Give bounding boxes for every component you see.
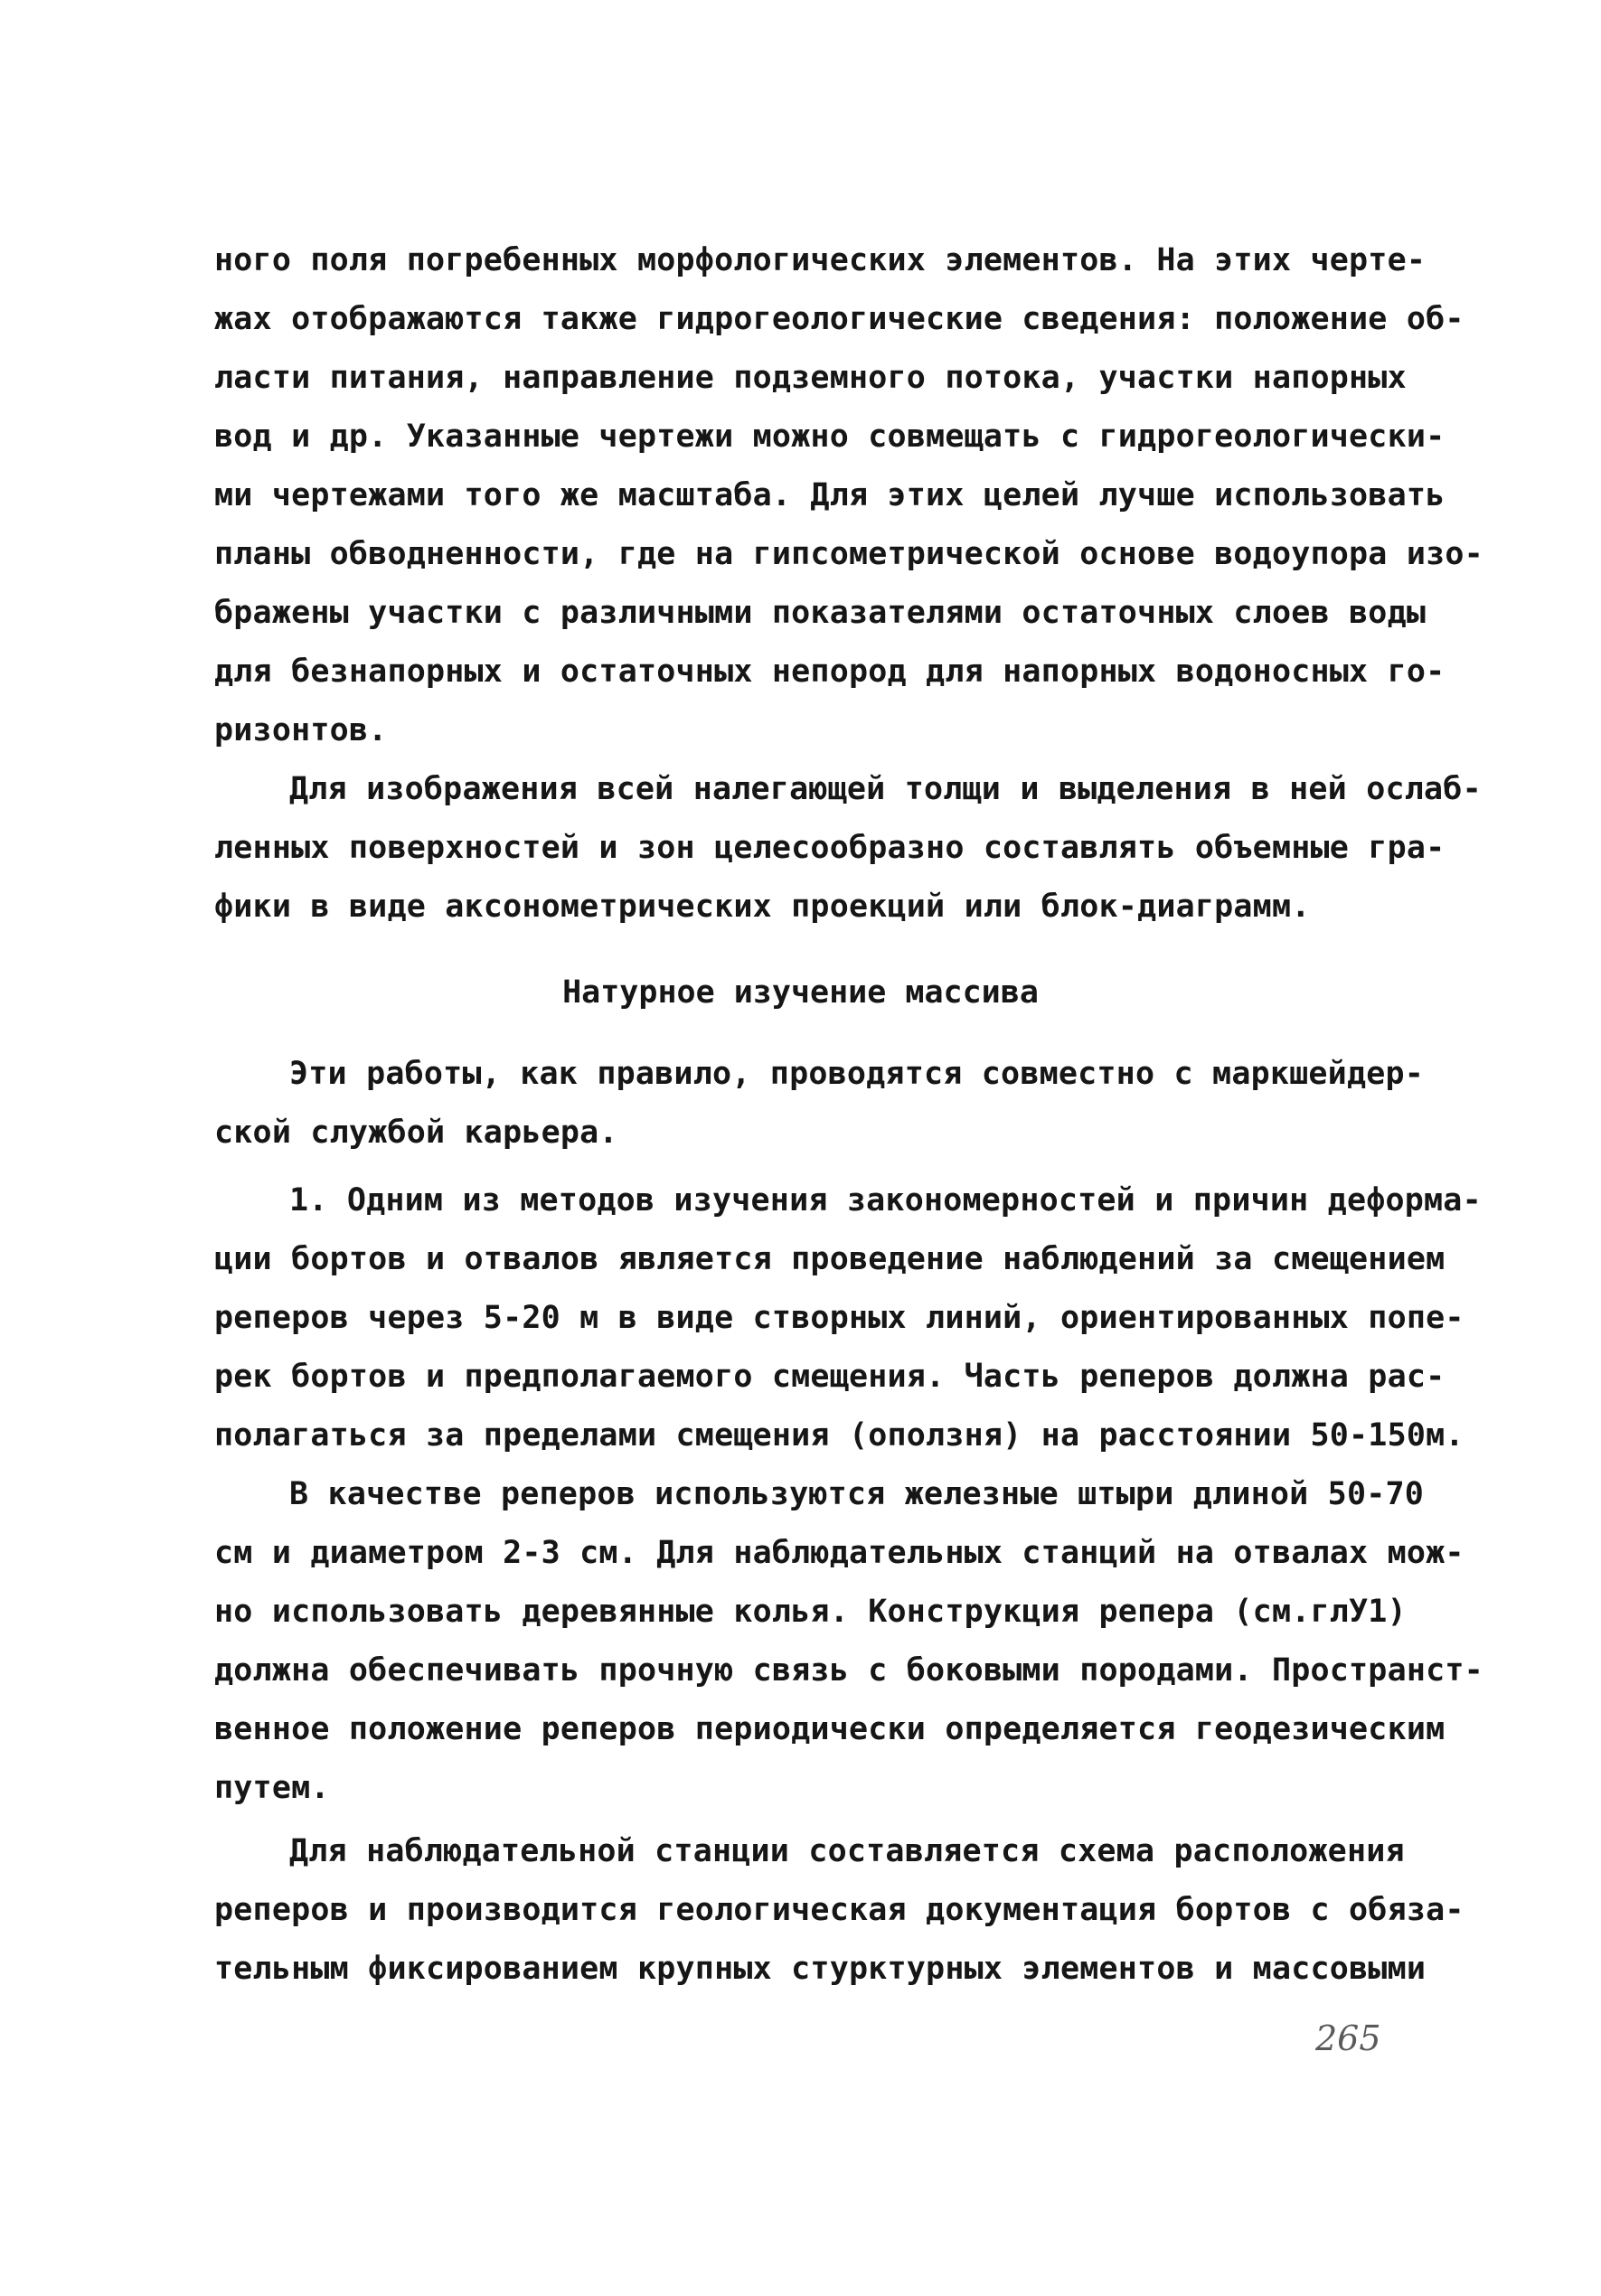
text-line: ской службой карьера. bbox=[214, 1115, 618, 1151]
text-line: ризонтов. bbox=[214, 712, 388, 748]
text-line: реперов через 5-20 м в виде створных линий, ориентированных попе- bbox=[214, 1300, 1464, 1336]
text-line: венное положение реперов периодически определяется геодезическим bbox=[214, 1711, 1446, 1747]
text-line: тельным фиксированием крупных стурктурных элементов и массовыми bbox=[214, 1951, 1427, 1987]
text-line: ции бортов и отвалов является проведение наблюдений за смещением bbox=[214, 1241, 1446, 1277]
text-line: для безнапорных и остаточных непород для напорных водоносных го- bbox=[214, 654, 1446, 690]
text-line: см и диаметром 2-3 см. Для наблюдательных станций на отвалах мож- bbox=[214, 1535, 1464, 1571]
text-line: ласти питания, направление подземного потока, участки напорных bbox=[214, 360, 1407, 396]
text-line: вод и др. Указанные чертежи можно совмещать с гидрогеологически- bbox=[214, 419, 1446, 455]
page-number: 265 bbox=[1315, 2018, 1381, 2058]
text-line: Для изображения всей налегающей толщи и выделения в ней ослаб- bbox=[289, 771, 1482, 807]
text-line: рек бортов и предполагаемого смещения. Часть реперов должна рас- bbox=[214, 1359, 1446, 1395]
text-line: фики в виде аксонометрических проекций или блок-диаграмм. bbox=[214, 889, 1311, 925]
text-line: должна обеспечивать прочную связь с боковыми породами. Пространст- bbox=[214, 1652, 1483, 1689]
text-line: реперов и производится геологическая документация бортов с обяза- bbox=[214, 1892, 1464, 1928]
text-line: Для наблюдательной станции составляется схема расположения bbox=[289, 1833, 1405, 1869]
text-line: В качестве реперов используются железные штыри длиной 50-70 bbox=[289, 1476, 1425, 1512]
text-line: ленных поверхностей и зон целесообразно составлять объемные гра- bbox=[214, 830, 1446, 866]
text-line: бражены участки с различными показателями остаточных слоев воды bbox=[214, 595, 1427, 631]
section-heading: Натурное изучение массива bbox=[562, 974, 1039, 1011]
text-line: 1. Одним из методов изучения закономерностей и причин деформа- bbox=[289, 1182, 1482, 1219]
text-line: планы обводненности, где на гипсометрической основе водоупора изо- bbox=[214, 536, 1483, 572]
text-line: путем. bbox=[214, 1770, 330, 1806]
text-line: ми чертежами того же масштаба. Для этих целей лучше использовать bbox=[214, 477, 1446, 513]
text-line: Эти работы, как правило, проводятся совместно с маркшейдер- bbox=[289, 1056, 1425, 1092]
text-line: ного поля погребенных морфологических элементов. На этих черте- bbox=[214, 242, 1427, 278]
text-line: полагаться за пределами смещения (оползня) на расстоянии 50-150м. bbox=[214, 1417, 1464, 1454]
text-line: жах отображаются также гидрогеологические сведения: положение об- bbox=[214, 301, 1464, 337]
text-line: но использовать деревянные колья. Конструкция репера (см.глУ1) bbox=[214, 1594, 1407, 1630]
